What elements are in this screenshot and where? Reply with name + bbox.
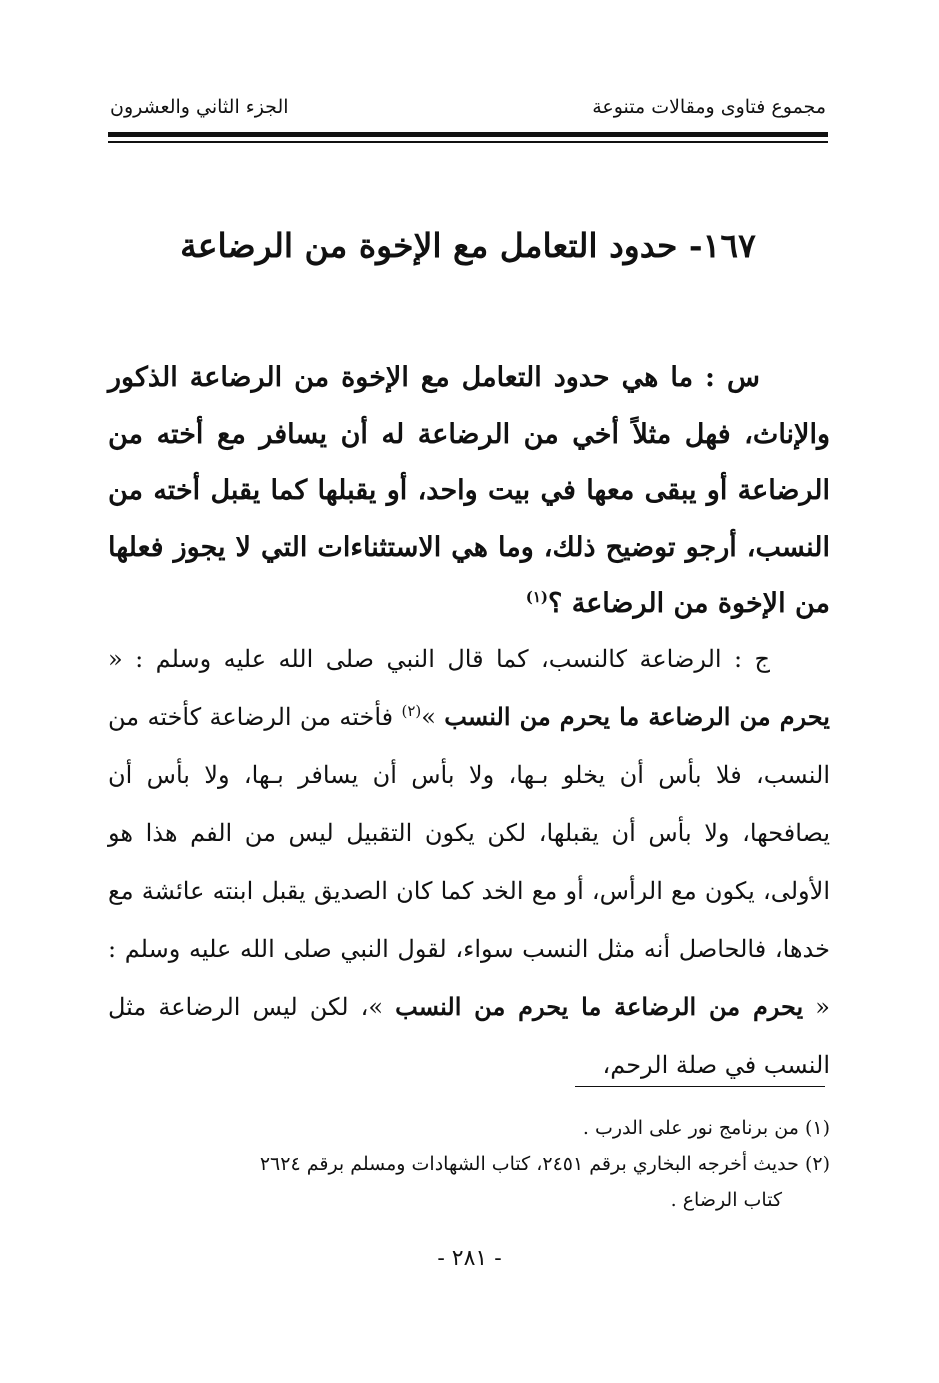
header-rule-thick — [108, 132, 828, 137]
running-header — [110, 96, 826, 126]
footnote-2-continuation: كتاب الرضاع . — [670, 1189, 782, 1211]
answer-intro: ج : الرضاعة كالنسب، كما قال النبي صلى الله عليه وسلم : — [135, 645, 770, 673]
quote-close: » — [421, 703, 436, 731]
quote-open-2: « — [815, 993, 830, 1021]
quote-open: « — [108, 645, 123, 673]
footnote-1 — [108, 1110, 830, 1146]
hadith-quote-2: يحرم من الرضاعة ما يحرم من النسب — [395, 992, 804, 1021]
footnote-number: (١) — [804, 1117, 830, 1139]
footnote-2 — [108, 1146, 830, 1182]
answer-paragraph — [108, 630, 830, 1094]
question-text: س : ما هي حدود التعامل مع الإخوة من الرضاعة الذكور والإناث، فهل مثلاً أخي من الرضاعة له أن يسافر مع أخته من الرضاعة أو يبقى معها في بيت واحد، أو يقبلها كما يقبل أخته من النسب، أرجو توضيح ذلك، وما هي الاستثناءات التي لا يجوز فعلها من الإخوة من الرضاعة ؟ — [108, 362, 830, 619]
footnote-separator — [575, 1086, 825, 1087]
footnote-text: من برنامج نور على الدرب . — [582, 1117, 799, 1139]
answer-body: فأخته من الرضاعة كأخته من النسب، فلا بأس أن يخلو بـها، ولا بأس أن يسافر بـها، ولا بأس أن يصافحها، ولا بأس أن يقبلها، لكن يكون التقبيل ليس من الفم هذا هو الأولى، يكون مع الرأس، أو مع الخد كما كان الصديق يقبل ابنته عائشة مع خدها، فالحاصل أنه مثل النسب سواء، لقول النبي صلى الله عليه وسلم : — [108, 703, 830, 963]
volume-label: الجزء الثاني والعشرون — [110, 96, 289, 118]
footnote-text: حديث أخرجه البخاري برقم ٢٤٥١، كتاب الشهادات ومسلم برقم ٢٦٢٤ — [259, 1153, 799, 1175]
book-title: مجموع فتاوى ومقالات متنوعة — [592, 96, 826, 118]
footnotes — [108, 1110, 830, 1218]
question-paragraph — [108, 350, 830, 633]
footnote-ref-1: (١) — [525, 588, 548, 606]
footnote-number: (٢) — [804, 1153, 830, 1175]
footnote-ref-2: (٢) — [401, 702, 422, 720]
answer-tail: لكن ليس الرضاعة مثل النسب في صلة الرحم، — [108, 993, 830, 1079]
hadith-quote: يحرم من الرضاعة ما يحرم من النسب — [444, 702, 830, 731]
page-number: - ٢٨١ - — [437, 1246, 502, 1271]
header-rule-thin — [108, 141, 828, 143]
quote-close-2: »، — [360, 993, 384, 1021]
fatwa-title: ١٦٧- حدود التعامل مع الإخوة من الرضاعة — [180, 226, 756, 265]
